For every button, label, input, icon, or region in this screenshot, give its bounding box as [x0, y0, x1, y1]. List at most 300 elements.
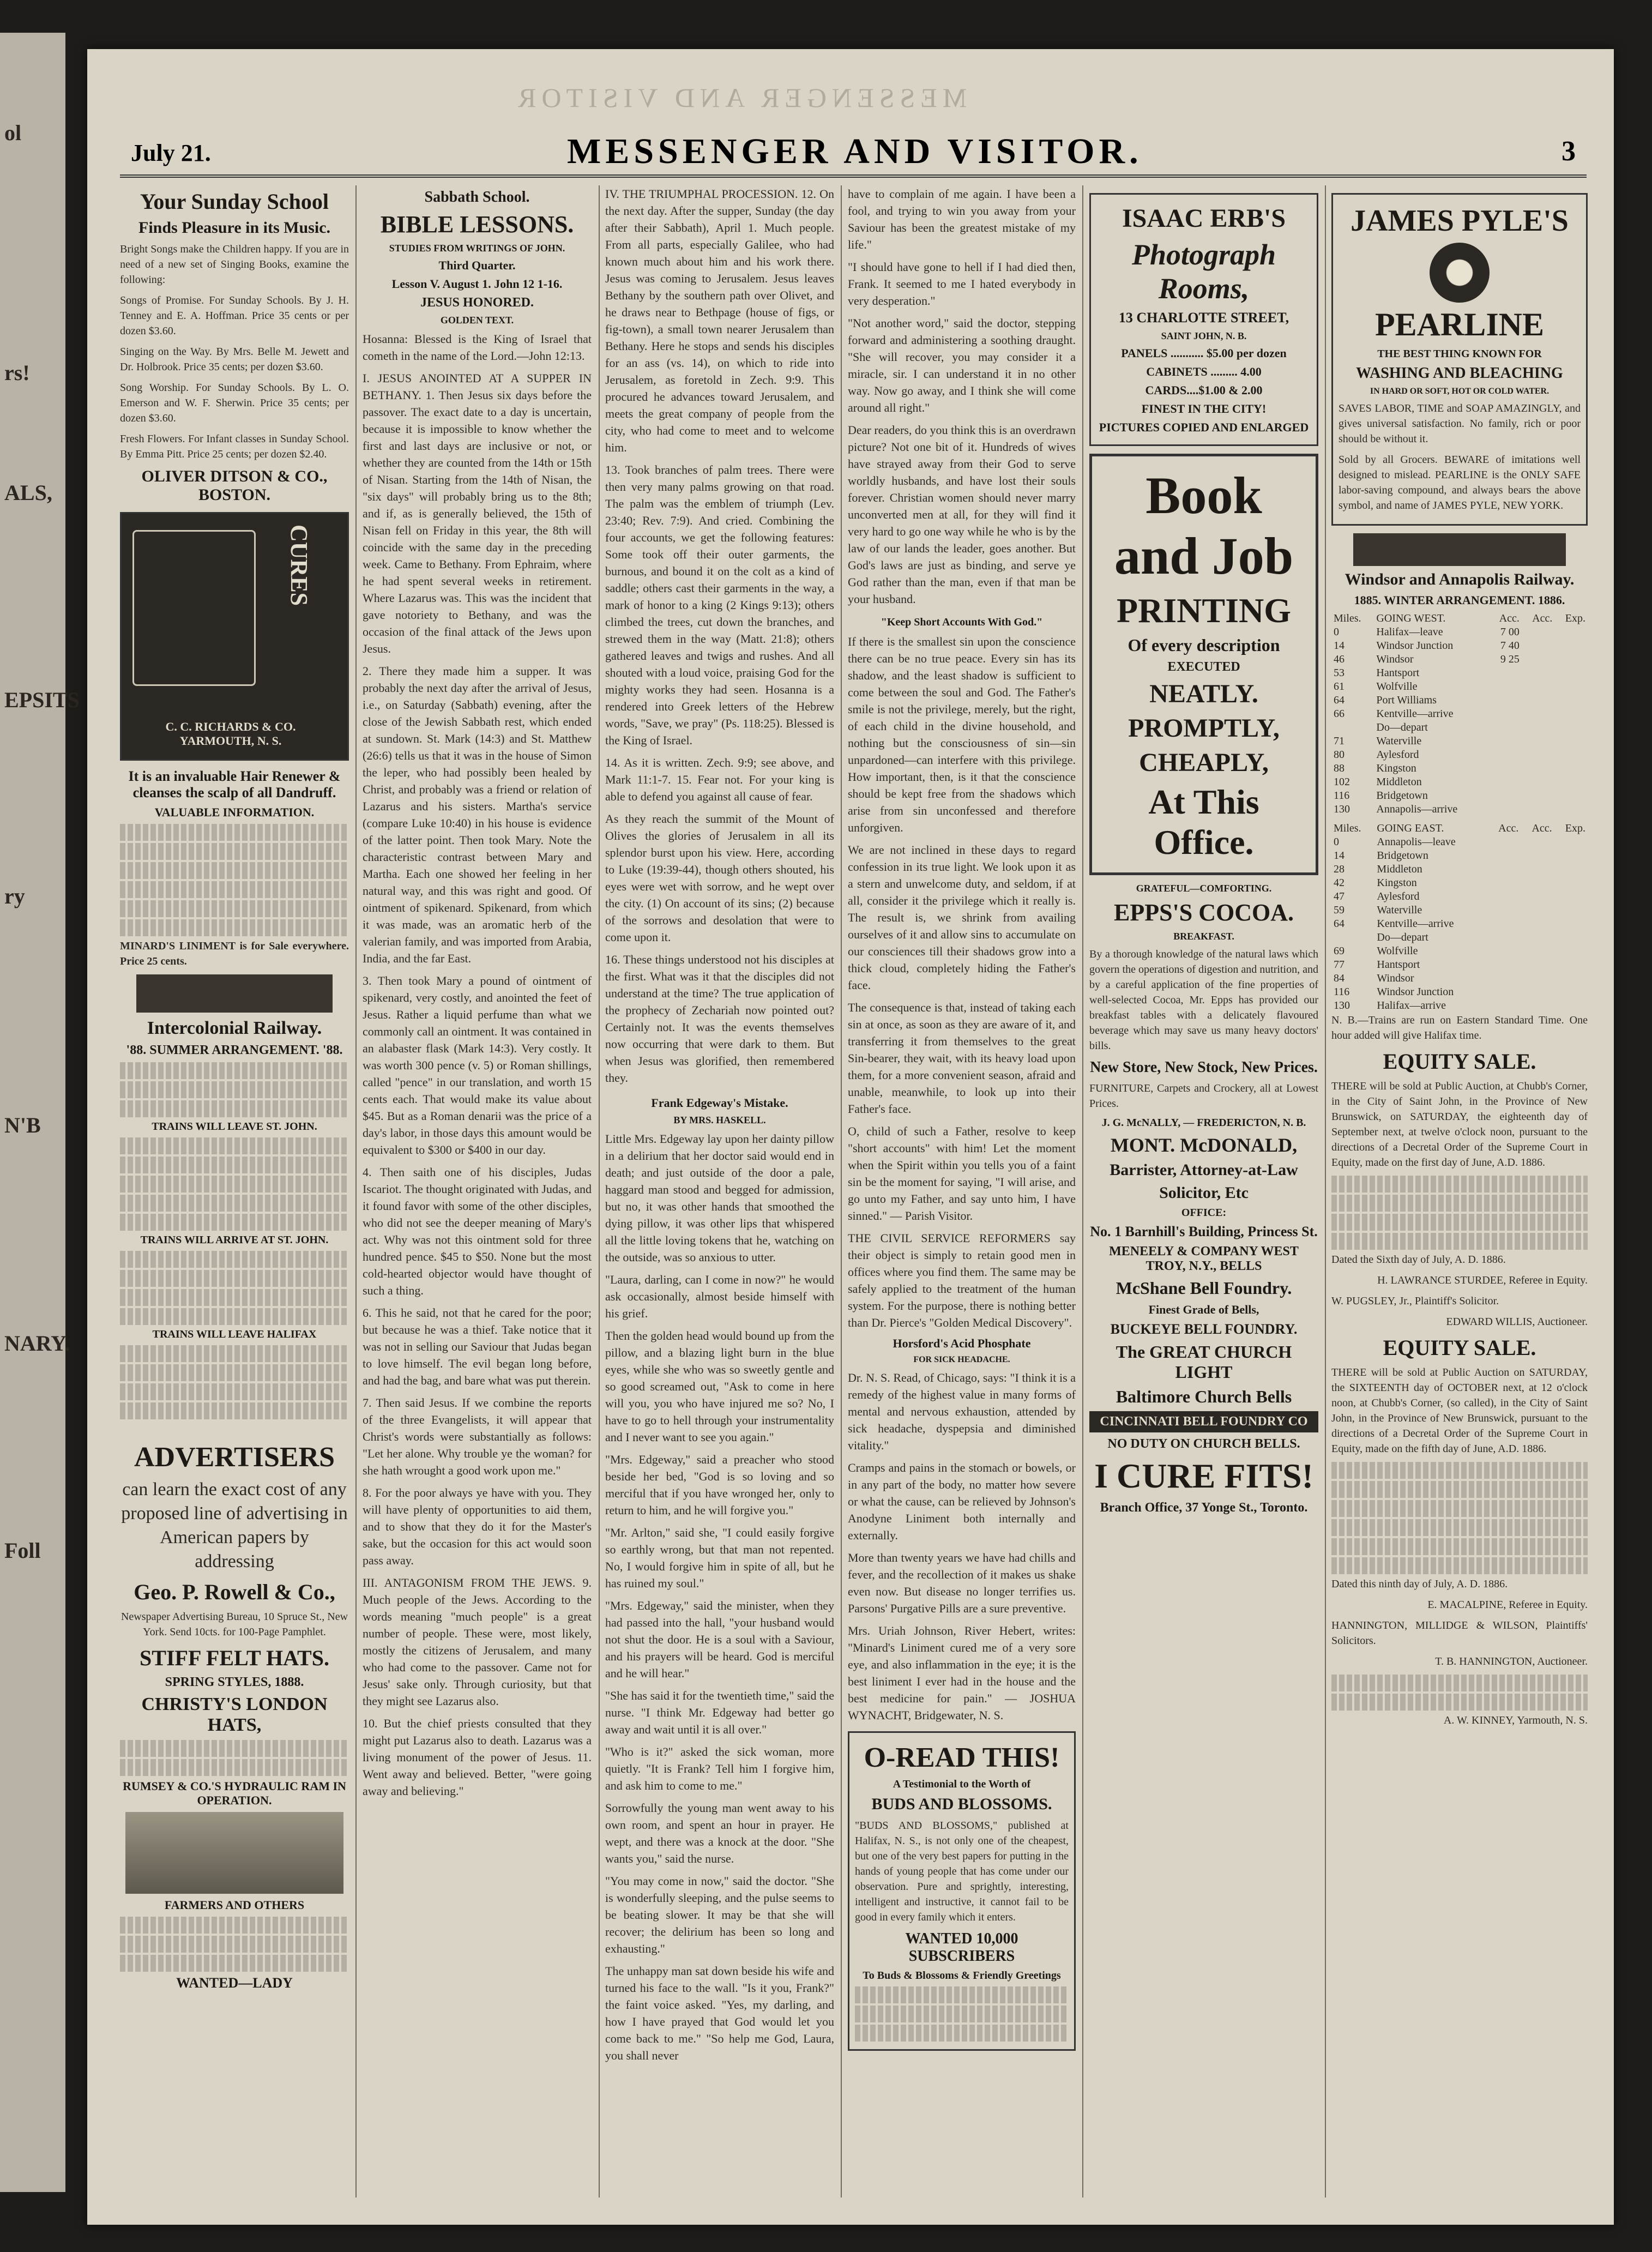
- timetable-row: [1331, 999, 1588, 1013]
- signature-line: E. MACALPINE, Referee in Equity.: [1427, 1599, 1588, 1611]
- erb-photograph-ad: [1089, 193, 1318, 446]
- time-cell: [1487, 849, 1521, 863]
- text-line: [855, 1986, 1069, 2003]
- time-cell: [1331, 721, 1374, 734]
- time-cell: 71: [1334, 735, 1344, 747]
- text-line: [120, 1402, 349, 1419]
- text-line: [1331, 1462, 1588, 1479]
- timetable-row: [1331, 789, 1588, 803]
- time-cell: [1554, 972, 1588, 985]
- station-cell: Windsor Junction: [1377, 986, 1454, 998]
- price-cabinets: CABINETS ......... 4.00: [1146, 365, 1262, 378]
- rowell-name: Geo. P. Rowell & Co.,: [134, 1580, 335, 1604]
- neatly-label: NEATLY.: [1149, 679, 1258, 708]
- left-page-edge: [0, 33, 80, 2192]
- price-panels: PANELS ........... $5.00 per dozen: [1121, 346, 1287, 360]
- winter-arrangement: 1885. WINTER ARRANGEMENT. 1886.: [1354, 593, 1565, 607]
- time-cell: [1488, 789, 1522, 803]
- text-line: [120, 1157, 349, 1173]
- story-paragraph: "Laura, darling, can I come in now?" he would ask occasionally, almost beside himself with his grief.: [605, 1273, 834, 1320]
- story-paragraph: "Mrs. Edgeway," said a preacher who stood beside her bed, "God is so loving and so merciful that if you have wronged her, only to return to him, and he will forgive you.": [605, 1453, 834, 1517]
- executed-label: EXECUTED: [1167, 660, 1240, 674]
- timetable-row: [1331, 666, 1588, 680]
- time-cell: [1554, 775, 1588, 789]
- hair-renewer-ad: [120, 512, 349, 761]
- time-cell: [1554, 666, 1588, 680]
- text-line: [1331, 1675, 1588, 1691]
- wanted-subtitle: To Buds & Blossoms & Friendly Greetings: [863, 1970, 1061, 1982]
- time-cell: [1522, 639, 1555, 653]
- station-cell: Windsor: [1376, 653, 1414, 665]
- golden-text: Hosanna: Blessed is the King of Israel that cometh in the name of the Lord.—John 12:13.: [363, 332, 592, 363]
- time-cell: [1488, 694, 1522, 707]
- read-this-subtitle: A Testimonial to the Worth of: [893, 1778, 1031, 1790]
- time-cell: [1488, 734, 1522, 748]
- time-cell: [1522, 775, 1555, 789]
- time-cell: 9 25: [1500, 653, 1520, 665]
- timetable-header-row: [1331, 612, 1588, 625]
- text-line: [1331, 1481, 1588, 1498]
- valuable-info-heading: VALUABLE INFORMATION.: [154, 805, 315, 819]
- time-cell: [1487, 835, 1521, 849]
- time-cell: [1554, 680, 1588, 694]
- train-illustration: [1353, 533, 1566, 566]
- advertisers-title: ADVERTISERS: [134, 1442, 335, 1473]
- text-line: [120, 919, 349, 936]
- station-cell: Bridgetown: [1376, 790, 1428, 802]
- no-duty-ad: NO DUTY ON CHURCH BELLS.: [1107, 1437, 1300, 1451]
- new-store: New Store, New Stock, New Prices.: [1090, 1059, 1318, 1076]
- newspaper-page: [87, 49, 1614, 2225]
- advertisers-body: can learn the exact cost of any proposed line of advertising in American papers by addressing: [121, 1479, 348, 1571]
- time-cell: [1522, 762, 1555, 775]
- story-paragraph: "Mrs. Edgeway," said the minister, when they had passed into the hall, "your husband would not shut the door. He is a soul with a Saviour, and his prayers will be heard. God is merciful and he will hear.": [605, 1599, 834, 1680]
- time-cell: [1554, 789, 1588, 803]
- station-cell: Bridgetown: [1377, 850, 1428, 862]
- time-cell: [1554, 863, 1588, 876]
- time-cell: [1554, 762, 1588, 775]
- time-cell: [1487, 958, 1521, 972]
- time-cell: 116: [1334, 790, 1350, 802]
- ad-text: Bright Songs make the Children happy. If you are in need of a new set of Singing Books, examine the following:: [120, 243, 349, 286]
- masthead: MESSENGER AND VISITOR.: [567, 131, 1143, 171]
- time-cell: [1521, 876, 1554, 890]
- legal-text: THERE will be sold at Public Auction, at Chubb's Corner, in the City of Saint John, in the Province of New Brunswick, on SATURDAY, the eighteenth day of September next, at twelve o'clock noon, pursuant to the directions of a Decretal Order of the Supreme Court in Equity, made on the first day of June, A.D. 1886.: [1331, 1080, 1588, 1169]
- article-paragraph: If there is the smallest sin upon the conscience there can be no true peace. Every sin has its shadow, and the least shadow is sufficient to come between the soul and God. The Father's smile is not the privilege, merely, but the right, of each child in the divine household, and nothing but the consciousness of sin—sin unpardoned—can interfere with this privilege. How important, then, is it that the conscience should be kept free from the shadows which arise from sin unconfessed and therefore unforgiven.: [848, 635, 1076, 834]
- timetable-row: [1331, 775, 1588, 789]
- timetable-row: [1331, 653, 1588, 666]
- lesson-paragraph: III. ANTAGONISM FROM THE JEWS. 9. Much people of the Jews. According to the words meaning "much people" is a great number of people. These were, most likely, mostly the citizens of Jerusalem, and many who had come to the passover. Came not for Jesus' sake only. Through curiosity, but that they might see Lazarus also.: [363, 1576, 592, 1708]
- story-paragraph: The unhappy man sat down beside his wife and turned his face to the wall. "Is it you, Frank?" the faint voice asked. "Yes, my darling, and how I have prayed that God would let you come back to me." "So help me God, Laura, you shall never: [605, 1964, 834, 2062]
- text-line: [120, 824, 349, 841]
- minards-notice: MINARD'S LINIMENT is for Sale everywhere. Price 25 cents.: [120, 940, 349, 967]
- bleed-through-text: MESSENGER AND VISITOR: [513, 82, 967, 113]
- column-rule: [1325, 185, 1326, 2197]
- column-rule: [841, 185, 842, 2197]
- timetable-row: [1331, 680, 1588, 694]
- left-fragment: rs!: [4, 360, 30, 385]
- time-cell: [1487, 985, 1521, 999]
- column-rule: [1082, 185, 1083, 2197]
- story-paragraph: "Who is it?" asked the sick woman, more quietly. "It is Frank? Tell him I forgive him, and ask him to come to me.": [605, 1745, 834, 1792]
- station-cell: Annapolis—leave: [1377, 836, 1456, 848]
- time-cell: 47: [1334, 890, 1344, 902]
- column-rule: [355, 185, 357, 2197]
- header-cell: Acc.: [1498, 822, 1519, 834]
- cheaply-label: CHEAPLY,: [1139, 748, 1269, 777]
- time-cell: 53: [1334, 667, 1344, 679]
- timetable-row: [1331, 876, 1588, 890]
- summer-arrangement: '88. SUMMER ARRANGEMENT. '88.: [126, 1043, 343, 1057]
- mcdonald-name: MONT. McDONALD,: [1110, 1134, 1298, 1156]
- text-line: [120, 1917, 349, 1934]
- text-line: [120, 1081, 349, 1098]
- time-cell: [1554, 999, 1588, 1013]
- time-cell: [1554, 985, 1588, 999]
- station-cell: Do—depart: [1377, 931, 1428, 943]
- ad-text: SAVES LABOR, TIME and SOAP AMAZINGLY, and gives universal satisfaction. No family, rich or poor should be without it.: [1339, 402, 1581, 445]
- station-cell: Kentville—arrive: [1377, 918, 1454, 930]
- time-cell: [1522, 748, 1555, 762]
- pearline-ad: [1331, 193, 1588, 526]
- lesson-paragraph: 8. For the poor always ye have with you. They will have plenty of opportunities to aid them, and to show that they do it for the Master's sake, but the occasion for this act would soon pass away.: [363, 1486, 592, 1567]
- every-description: Of every description: [1128, 635, 1280, 655]
- header-cell: Acc.: [1532, 822, 1552, 834]
- buckeye-ad: BUCKEYE BELL FOUNDRY.: [1110, 1321, 1298, 1337]
- timetable-row: [1331, 748, 1588, 762]
- article-paragraph: O, child of such a Father, resolve to keep "short accounts" with him! Let the moment when the Spirit within you tells you of a faint sin be the moment for saying, "I will arise, and go unto my Father, and say unto him, I have sinned." — Parish Visitor.: [848, 1124, 1076, 1223]
- price-cards: CARDS....$1.00 & 2.00: [1145, 383, 1263, 397]
- column-6: [1331, 185, 1588, 2203]
- christys-hats: CHRISTY'S LONDON HATS,: [141, 1694, 328, 1735]
- stiff-felt-hats: STIFF FELT HATS.: [140, 1646, 329, 1670]
- story-paragraph: Dear readers, do you think this is an overdrawn picture? Not one bit of it. Hundreds of wives have strayed away from their God to serve worldly husbands, and have lost their souls forever. Christian women should never marry unconverted men at all, for they will find it very hard to go one way while he who is by the law of our lands the leader, goes another. But God's laws are just as binding, and serve ye God rather than the man, even if that man be your husband.: [848, 423, 1076, 606]
- lesson-paragraph: 14. As it is written. Zech. 9:9; see above, and Mark 11:1-7. 15. Fear not. For your king is able to defend you against all cause of fear.: [605, 756, 834, 803]
- time-cell: 77: [1334, 959, 1344, 971]
- text-line: [1331, 1195, 1588, 1212]
- richards-name: C. C. RICHARDS & CO. YARMOUTH, N. S.: [165, 720, 296, 748]
- erb-city: SAINT JOHN, N. B.: [1161, 330, 1247, 341]
- time-cell: [1522, 721, 1555, 734]
- buds-blossoms-name: BUDS AND BLOSSOMS.: [871, 1795, 1052, 1813]
- time-cell: [1554, 721, 1588, 734]
- column-3: [605, 185, 834, 2203]
- trains-halifax-heading: TRAINS WILL LEAVE HALIFAX: [152, 1328, 317, 1340]
- station-cell: Port Williams: [1376, 694, 1437, 706]
- time-cell: [1554, 958, 1588, 972]
- time-cell: 28: [1334, 863, 1344, 875]
- time-cell: [1488, 762, 1522, 775]
- erb-name: ISAAC ERB'S: [1122, 204, 1286, 233]
- studies-subtitle: STUDIES FROM WRITINGS OF JOHN.: [389, 243, 565, 254]
- text-line: [120, 1383, 349, 1400]
- lesson-paragraph: 3. Then took Mary a pound of ointment of spikenard, very costly, and anointed the feet of Jesus. Rather a liquid perfume than what we commonly call an ointment. It was contained in an alabaster flask (Mark 14:3). Very costly. It was worth 300 pence (v. 5) or Roman shillings, called "pence" in our translation, and worth 15 cents each. That would make its value about $45. But as a Roman denarii was the price of a day's labor, in those days this amount would be equivalent to $300 or $400 in our day.: [363, 974, 592, 1157]
- locomotive-illustration: [136, 974, 333, 1013]
- time-cell: [1554, 734, 1588, 748]
- pearl-emblem-icon: [1430, 243, 1490, 303]
- time-cell: [1521, 890, 1554, 904]
- pictures-label: PICTURES COPIED AND ENLARGED: [1099, 420, 1309, 434]
- lesson-title: JESUS HONORED.: [420, 296, 534, 310]
- text-line: [1331, 1500, 1588, 1517]
- station-cell: Do—depart: [1376, 721, 1428, 733]
- timetable-west: [1331, 612, 1588, 816]
- mcshane-ad: McShane Bell Foundry.: [1116, 1278, 1292, 1298]
- text-line: [120, 1308, 349, 1325]
- bible-lessons-title: BIBLE LESSONS.: [380, 211, 574, 238]
- at-this-office: At This Office.: [1148, 782, 1259, 862]
- timetable-row: [1331, 890, 1588, 904]
- station-cell: Waterville: [1376, 735, 1422, 747]
- station-cell: Middleton: [1376, 776, 1422, 788]
- article-paragraph: The consequence is that, instead of taking each sin at once, as soon as they are aware of it, and transferring it from themselves to the great Sin-bearer, they wait, with its heavy load upon them, for a more convenient season, afraid and unable, meanwhile, to look up into their Father's face.: [848, 1001, 1076, 1116]
- timetable-row: [1331, 721, 1588, 734]
- time-cell: [1521, 944, 1554, 958]
- left-fragment: ALS,: [4, 480, 52, 505]
- time-cell: [1554, 849, 1588, 863]
- text-line: [120, 1345, 349, 1362]
- hair-renewer-tagline: It is an invaluable Hair Renewer & cleanses the scalp of all Dandruff.: [128, 768, 341, 800]
- legal-text: THERE will be sold at Public Auction on SATURDAY, the SIXTEENTH day of OCTOBER next, at 12 o'clock noon, at Chubb's Corner, (so called), in the City of Saint John, in the Province of New Brunswick, pursuant to the directions of a Decretal Order of the Supreme Court in Equity, made on the fifth day of June, A.D. 1886.: [1331, 1366, 1588, 1455]
- promptly-label: PROMPTLY,: [1128, 714, 1280, 743]
- timetable-row: [1331, 972, 1588, 985]
- printing-label: PRINTING: [1116, 591, 1292, 630]
- time-cell: [1554, 803, 1588, 816]
- timetable-row: [1331, 985, 1588, 999]
- text-line: [120, 1289, 349, 1306]
- station-cell: Wolfville: [1376, 681, 1418, 693]
- station-cell: Annapolis—arrive: [1376, 803, 1458, 815]
- time-cell: [1521, 904, 1554, 917]
- lesson-paragraph: 4. Then saith one of his disciples, Judas Iscariot. The thought originated with Judas, and it found favor with some of the other disciples, who did not see the deeper meaning of Mary's act. Why was not this ointment sold for three hundred pence. $45 to $50. None but the most cold-hearted objector would have thought of such a thing.: [363, 1165, 592, 1297]
- time-cell: 59: [1334, 904, 1344, 916]
- time-cell: 0: [1334, 836, 1339, 848]
- left-fragment: Foll: [4, 1538, 41, 1563]
- time-cell: [1554, 835, 1588, 849]
- left-fragment: NARY.: [4, 1331, 70, 1356]
- church-light-ad: The GREAT CHURCH LIGHT: [1116, 1342, 1292, 1382]
- time-cell: [1487, 876, 1521, 890]
- time-cell: [1521, 958, 1554, 972]
- time-cell: 7 40: [1500, 640, 1520, 652]
- time-cell: [1488, 707, 1522, 721]
- signature-line: H. LAWRANCE STURDEE, Referee in Equity.: [1377, 1274, 1588, 1286]
- station-cell: Kentville—arrive: [1376, 708, 1454, 720]
- page-header: [120, 131, 1587, 178]
- station-cell: Kingston: [1377, 877, 1417, 889]
- time-cell: [1554, 890, 1588, 904]
- text-line: [120, 1195, 349, 1212]
- text-line: [120, 1062, 349, 1079]
- lesson-paragraph: 13. Took branches of palm trees. There were then very many palms growing on that road. The palm was the emblem of triumph (Lev. 23:40; Rev. 7:9). And cried. Combining the four accounts, we get the following features: Some took off their outer garments, the burnous, and bound it on the colt as a kind of saddle; others cast their garments in the way, a mark of honor to a king (2 Kings 9:13); others climbed the trees, cut down the branches, and strewed them in the way (Matt. 21:8); others gathered leaves and twigs and rushes. And all shouted with a loud voice, praising God for the mighty works they had seen. Hosanna is a rendered into Greek letters of the Hebrew words, "Save, we pray" (Ps. 118:25). Blessed is the King of Israel.: [605, 463, 834, 747]
- office-label: OFFICE:: [1181, 1207, 1227, 1219]
- column-2: [363, 185, 592, 2203]
- text-line: [120, 1100, 349, 1117]
- text-line: [120, 881, 349, 898]
- time-cell: 61: [1334, 681, 1344, 693]
- signature-line: HANNINGTON, MILLIDGE & WILSON, Plaintiffs' Solicitors.: [1331, 1619, 1588, 1647]
- best-thing: THE BEST THING KNOWN FOR: [1377, 348, 1542, 360]
- station-cell: Windsor Junction: [1376, 640, 1454, 652]
- text-line: [120, 1759, 349, 1776]
- lesson-paragraph: 2. There they made him a supper. It was probably the next day after the arrival of Jesus, i.e., on Saturday (Sabbath) evening, after the close of the Jewish Sabbath rest, which ended at sundown. St. Mark (14:3) and St. Matthew (26:6) tells us that it was in the house of Simon the leper, who had possibly been healed by Christ, and probably was a friend or relation of Lazarus and his sisters. Martha's service (compare Luke 10:40) in his house is evidence of the latter point. Then took Mary. Note the characteristic contrast between Mary and Martha. Each one showed her feeling in her natural way, and this was right and good. Of ointment of spikenard. Spikenard, from which it was made, was an aromatic herb of the valerian family, and was imported from Arabia, India, and the far East.: [363, 664, 592, 965]
- station-cell: Waterville: [1377, 904, 1422, 916]
- time-cell: 130: [1334, 999, 1350, 1011]
- time-cell: [1487, 917, 1521, 931]
- time-cell: [1522, 707, 1555, 721]
- golden-text-label: GOLDEN TEXT.: [440, 315, 514, 326]
- signature-line: T. B. HANNINGTON, Auctioneer.: [1435, 1655, 1588, 1667]
- timetable-row: [1331, 917, 1588, 931]
- text-line: [1331, 1557, 1588, 1574]
- time-cell: [1554, 876, 1588, 890]
- cure-fits-ad: I CURE FITS!: [1094, 1456, 1313, 1495]
- windsor-railway-title: Windsor and Annapolis Railway.: [1344, 570, 1575, 588]
- horsford-title: Horsford's Acid Phosphate: [893, 1336, 1031, 1350]
- buds-blossoms-ad: [848, 1731, 1076, 2051]
- lesson-paragraph: 10. But the chief priests consulted that they might put Lazarus also to death. Lazarus was a living monument of the power of Jesus. 11. Went away and believed. Better, "were going away and believing.": [363, 1717, 592, 1798]
- column-1: [120, 185, 349, 2203]
- time-cell: [1521, 931, 1554, 944]
- time-cell: [1521, 917, 1554, 931]
- meneely-ad: MENEELY & COMPANY WEST TROY, N.Y., BELLS: [1109, 1244, 1299, 1273]
- time-cell: 130: [1334, 803, 1350, 815]
- text-line: [1331, 1233, 1588, 1250]
- text-line: [120, 1740, 349, 1757]
- trains-arrive-heading: TRAINS WILL ARRIVE AT ST. JOHN.: [140, 1234, 329, 1246]
- signature-line: W. PUGSLEY, Jr., Plaintiff's Solicitor.: [1331, 1295, 1499, 1307]
- water-label: IN HARD OR SOFT, HOT OR COLD WATER.: [1370, 387, 1549, 396]
- equity-sale-title: EQUITY SALE.: [1383, 1335, 1536, 1360]
- time-cell: [1554, 944, 1588, 958]
- text-line: [1331, 1694, 1588, 1711]
- text-line: [120, 862, 349, 879]
- text-line: [1331, 1214, 1588, 1231]
- page-number: 3: [1561, 136, 1576, 167]
- story-paragraph: "She has said it for the twentieth time," said the nurse. "I think Mr. Edgeway had better go away and wait until it is all over.": [605, 1689, 834, 1736]
- read-this-title: O-READ THIS!: [864, 1742, 1060, 1773]
- lesson-paragraph: I. JESUS ANOINTED AT A SUPPER IN BETHANY. 1. Then Jesus six days before the passover. The exact date to a day is uncertain, because it is impossible to know whether the first and last days are inclusive or not, or whether they are counted from the 14th or 15th of Nisan. Starting from the 14th of Nisan, the "six days" will probably bring us to the 8th; and if, as is generally believed, the 15th of Nisan fell on Friday in this year, the 8th will coincide with the same day in the preceding week. Came to Bethany. From Ephraim, where he had spent several weeks in retirement. Where Lazarus was. This was the incident that gave notoriety to Bethany, and was the occasion of the final attack of the Jews upon Jesus.: [363, 371, 592, 655]
- header-cell: GOING WEST.: [1376, 612, 1446, 624]
- hydraulic-ram-illustration: [125, 1812, 343, 1894]
- erb-address: 13 CHARLOTTE STREET,: [1118, 310, 1289, 326]
- section-heading: Sabbath School.: [424, 189, 530, 206]
- article-title: "Keep Short Accounts With God.": [881, 616, 1043, 628]
- left-fragment: N'B: [4, 1113, 41, 1137]
- time-cell: [1331, 931, 1374, 944]
- story-paragraph: Then the golden head would bound up from the pillow, and a blazing light burn in the blue eyes, while she who was so sweetly gentle and so good screamed out, "Ask to come in here will you, you who have injured me so? No, I have to go to hell through your instrumentality and I never want to see you again.": [605, 1329, 834, 1444]
- time-cell: [1522, 789, 1555, 803]
- time-cell: 7 00: [1500, 626, 1520, 638]
- timetable-row: [1331, 803, 1588, 816]
- farmers-heading: FARMERS AND OTHERS: [164, 1898, 305, 1912]
- station-cell: Hantsport: [1377, 959, 1420, 971]
- story-paragraph: "You may come in now," said the doctor. "She is wonderfully sleeping, and the pulse seems to be beating slower. It may be that she will recover; the delirium has been so long and exhausting.": [605, 1874, 834, 1955]
- text-line: [120, 1214, 349, 1231]
- solicitor-label: Solicitor, Etc: [1159, 1184, 1249, 1202]
- ad-text: FURNITURE, Carpets and Crockery, all at Lowest Prices.: [1089, 1082, 1318, 1110]
- ditson-name: OLIVER DITSON & CO., BOSTON.: [141, 467, 328, 504]
- station-cell: Hantsport: [1376, 667, 1420, 679]
- barrister-label: Barrister, Attorney-at-Law: [1110, 1161, 1298, 1179]
- notice-paragraph: Cramps and pains in the stomach or bowels, or in any part of the body, no matter how severe or what the cause, can be relieved by Johnson's Anodyne Liniment both internally and externally.: [848, 1461, 1076, 1542]
- time-cell: [1522, 694, 1555, 707]
- issue-date: July 21.: [131, 140, 211, 166]
- time-cell: [1488, 803, 1522, 816]
- equity-sale-title: EQUITY SALE.: [1383, 1049, 1536, 1074]
- story-paragraph: have to complain of me again. I have been a fool, and trying to win you away from your Saviour has been the greatest mistake of my life.": [848, 187, 1076, 251]
- text-line: [1331, 1519, 1588, 1536]
- time-cell: 80: [1334, 749, 1344, 761]
- story-paragraph: Little Mrs. Edgeway lay upon her dainty pillow in a delirium that her doctor said would end in death; and just outside of the door a pale, haggard man stood and begged for admission, but no, it was other hands that smoothed the dying pillow, it was other lips that whispered all the little loving tokens that he, watching on the outside, was so anxious to utter.: [605, 1132, 834, 1264]
- timetable-east: [1331, 822, 1588, 1013]
- time-cell: 69: [1334, 945, 1344, 957]
- time-cell: 64: [1334, 918, 1344, 930]
- timetable-row: [1331, 694, 1588, 707]
- timetable-notes: N. B.—Trains are run on Eastern Standard Time. One hour added will give Halifax time.: [1331, 1014, 1588, 1041]
- station-cell: Aylesford: [1377, 890, 1420, 902]
- time-cell: [1488, 748, 1522, 762]
- time-cell: [1522, 734, 1555, 748]
- time-cell: [1554, 625, 1588, 639]
- left-fragment: EPSITS: [4, 688, 80, 712]
- timetable-row: [1331, 734, 1588, 748]
- printing-ad: [1089, 454, 1318, 875]
- notice-paragraph: Mrs. Uriah Johnson, River Hebert, writes: "Minard's Liniment cured me of a very sore eye, and also inflammation in the eye; it is the best liniment I ever had in the house and the best medicine for pain." — JOSHUA WYNACHT, Bridgewater, N. S.: [848, 1624, 1076, 1722]
- text-line: [1331, 1176, 1588, 1193]
- story-title: Frank Edgeway's Mistake.: [651, 1096, 788, 1110]
- sunday-school-title: Your Sunday School: [140, 189, 329, 214]
- timetable-header-row: [1331, 822, 1588, 835]
- lesson-paragraph: IV. THE TRIUMPHAL PROCESSION. 12. On the next day. After the supper, Sunday (the day after their Sabbath), April 1. Much people. From all parts, especially Galilee, who had known much about him and his work there. Jesus was coming to Jerusalem. Jesus leaves Bethany by the southern path over Olivet, and he draws near to Bethpage (house of figs, or fig-town), a small town nearer Jerusalem than Bethany. Here he stops and sends his disciples for an ass (vs. 14), on which to ride into Jerusalem, as foretold in Zech. 9:9. This procured he advances toward Jerusalem, and meets the great company of people from the city, who had come to meet and to welcome him.: [605, 187, 834, 454]
- time-cell: [1522, 653, 1555, 666]
- washing-bleaching: WASHING AND BLEACHING: [1356, 365, 1563, 382]
- ad-text: "BUDS AND BLOSSOMS," published at Halifax, N. S., is not only one of the cheapest, but one of the very best papers for putting in the hands of young people that has come under our observation. Pure and sprightly, interesting, intelligent and instructive, it cannot fail to be good in every family which it enters.: [855, 1820, 1069, 1923]
- epps-cocoa: EPPS'S COCOA.: [1113, 899, 1294, 926]
- time-cell: [1522, 666, 1555, 680]
- wanted-lady: WANTED—LADY: [176, 1975, 293, 1991]
- time-cell: [1487, 904, 1521, 917]
- time-cell: 116: [1334, 986, 1350, 998]
- time-cell: [1487, 944, 1521, 958]
- ad-text: Songs of Promise. For Sunday Schools. By J. H. Tenney and E. A. Hoffman. Price 35 cents or per dozen $3.60.: [120, 294, 349, 337]
- time-cell: [1487, 863, 1521, 876]
- mcshane-sub: Finest Grade of Bells,: [1148, 1303, 1259, 1316]
- time-cell: [1554, 653, 1588, 666]
- hydraulic-ram-title: RUMSEY & CO.'S HYDRAULIC RAM IN OPERATION.: [123, 1779, 346, 1807]
- time-cell: 46: [1334, 653, 1344, 665]
- time-cell: [1521, 985, 1554, 999]
- text-line: [120, 843, 349, 860]
- legal-text: Dated the Sixth day of July, A. D. 1886.: [1331, 1254, 1506, 1266]
- legal-text: Dated this ninth day of July, A. D. 1886.: [1331, 1578, 1508, 1590]
- lesson-label: Lesson V. August 1. John 12 1-16.: [391, 277, 563, 291]
- book-and-job: Book and Job: [1114, 466, 1294, 585]
- time-cell: [1487, 931, 1521, 944]
- pearline-name: PEARLINE: [1374, 306, 1545, 342]
- text-line: [120, 900, 349, 917]
- lesson-paragraph: As they reach the summit of the Mount of Olives the glories of Jerusalem in all its splendor burst upon his view. Here, according to Luke (19:39-44), though others shouted, his eyes were wet with sorrow, and he wept over the city. (1) On account of its sins; (2) because of the sorrows and desolation that were to come upon it.: [605, 812, 834, 944]
- station-cell: Kingston: [1376, 762, 1416, 774]
- text-line: [120, 1270, 349, 1287]
- time-cell: [1521, 849, 1554, 863]
- text-line: [120, 1251, 349, 1268]
- time-cell: [1521, 835, 1554, 849]
- bottle-illustration: [132, 530, 256, 686]
- text-line: [120, 1936, 349, 1953]
- notice-paragraph: Dr. N. S. Read, of Chicago, says: "I think it is a remedy of the highest value in many forms of mental and nervous exhaustion, attended by sick headache, dyspepsia and diminished vitality.": [848, 1371, 1076, 1452]
- time-cell: 66: [1334, 708, 1344, 720]
